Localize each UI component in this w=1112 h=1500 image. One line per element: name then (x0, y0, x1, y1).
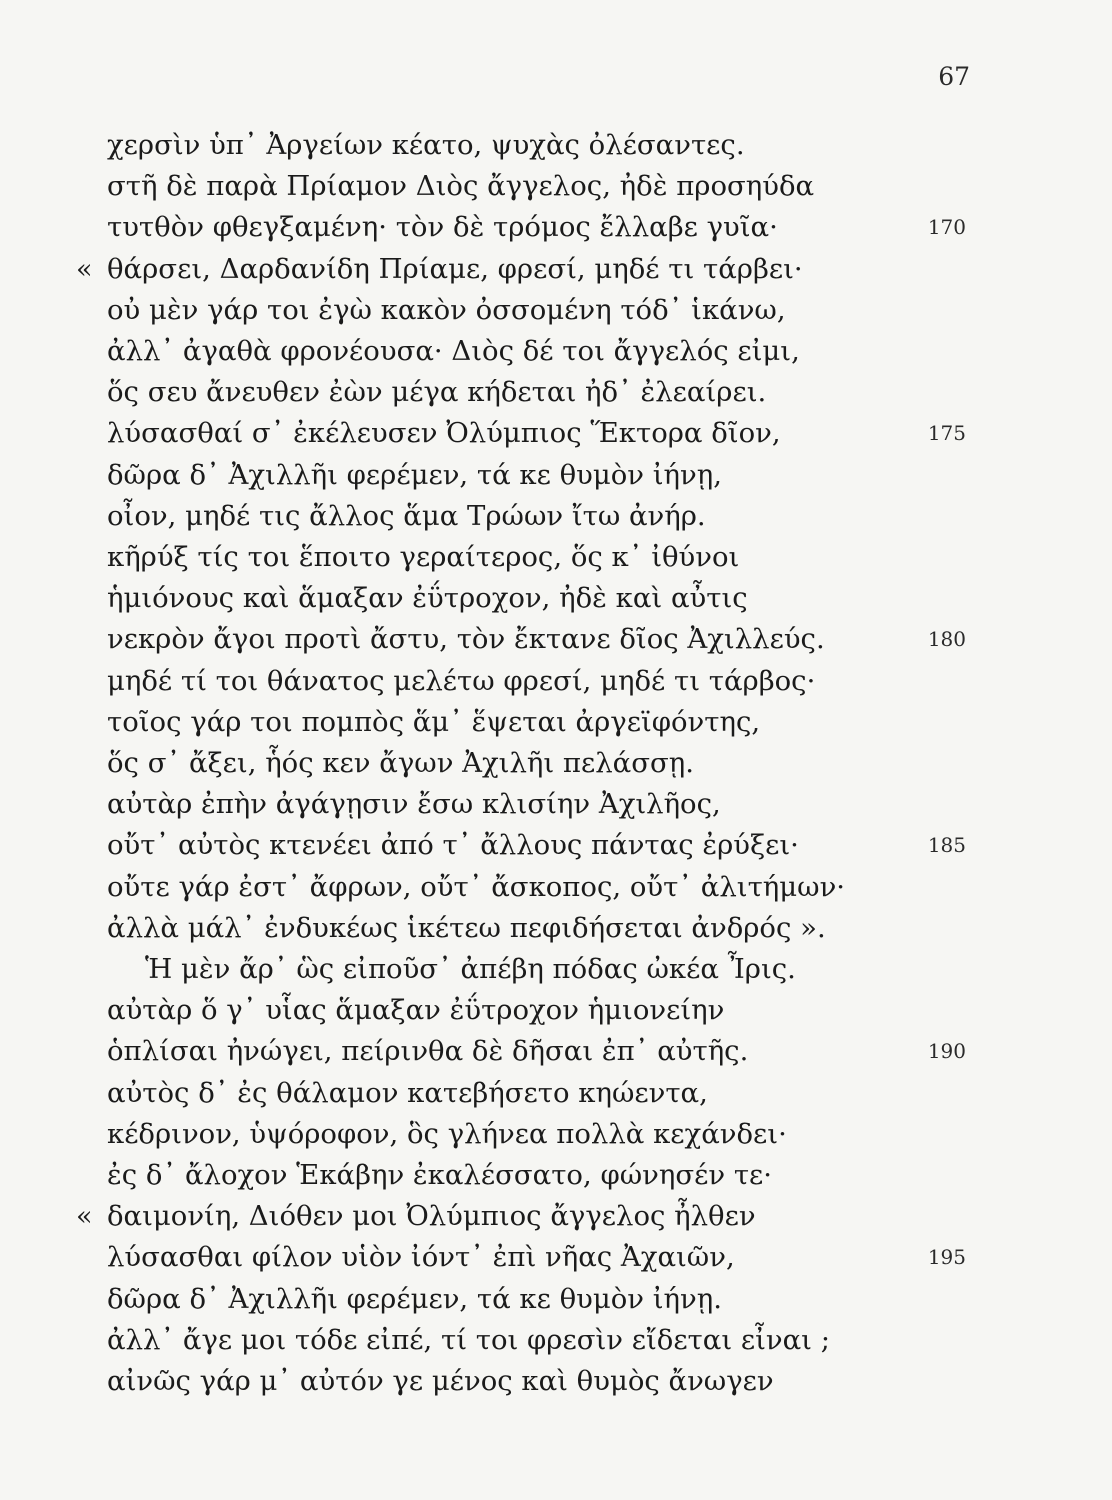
verse-text: ἀλλ᾽ ἄγε μοι τόδε εἰπέ, τί τοι φρεσὶν εἴδεται εἶναι ; (107, 1324, 830, 1356)
line-number: 170 (927, 215, 966, 239)
verse-line (0, 867, 1112, 908)
verse-line (0, 1237, 1112, 1278)
verse-text: ὁπλίσαι ἠνώγει, πείρινθα δὲ δῆσαι ἐπ᾽ αὐτῆς. (107, 1035, 749, 1067)
verse-line (0, 619, 1112, 660)
line-number: 185 (927, 833, 966, 857)
verse-line (0, 331, 1112, 372)
verse-text: ἐς δ᾽ ἄλοχον Ἑκάβην ἐκαλέσσατο, φώνησέν τε· (107, 1159, 773, 1191)
verse-text: οὔτ᾽ αὐτὸς κτενέει ἀπό τ᾽ ἄλλους πάντας ἐρύξει· (107, 829, 799, 861)
verse-line (0, 207, 1112, 248)
line-number: 190 (927, 1039, 966, 1063)
verse-line (0, 455, 1112, 496)
verse-line (0, 784, 1112, 825)
opening-quote-mark: « (76, 1201, 92, 1232)
verse-text: στῆ δὲ παρὰ Πρίαμον Διὸς ἄγγελος, ἠδὲ προσηύδα (107, 170, 815, 202)
verse-text: χερσὶν ὑπ᾽ Ἀργείων κέατο, ψυχὰς ὀλέσαντες. (107, 129, 745, 161)
verse-line (0, 949, 1112, 990)
verse-text: ὅς σ᾽ ἄξει, ἧός κεν ἄγων Ἀχιλῆι πελάσσῃ. (107, 747, 694, 779)
verse-line (0, 1073, 1112, 1114)
verse-line (0, 702, 1112, 743)
verse-line (0, 1320, 1112, 1361)
verse-line (0, 290, 1112, 331)
verse-line (0, 1114, 1112, 1155)
verse-text: οὔτε γάρ ἐστ᾽ ἄφρων, οὔτ᾽ ἄσκοπος, οὔτ᾽ ἀλιτήμων· (107, 871, 846, 903)
verse-text: λύσασθαί σ᾽ ἐκέλευσεν Ὀλύμπιος Ἕκτορα δῖον, (107, 417, 781, 449)
verse-line (0, 125, 1112, 166)
verse-text: τυτθὸν φθεγξαμένη· τὸν δὲ τρόμος ἔλλαβε γυῖα· (107, 211, 778, 243)
verse-text: ἡμιόνους καὶ ἅμαξαν ἐΰτροχον, ἠδὲ καὶ αὖτις (107, 582, 748, 614)
page-number: 67 (938, 62, 970, 91)
verse-text: δῶρα δ᾽ Ἀχιλλῆι φερέμεν, τά κε θυμὸν ἰήνῃ, (107, 459, 722, 491)
verse-text: Ἡ μὲν ἄρ᾽ ὣς εἰποῦσ᾽ ἀπέβη πόδας ὠκέα Ἶρις. (145, 953, 796, 985)
verse-line (0, 578, 1112, 619)
verse-text: οὐ μὲν γάρ τοι ἐγὼ κακὸν ὀσσομένη τόδ᾽ ἱκάνω, (107, 294, 786, 326)
verse-text: κῆρύξ τίς τοι ἕποιτο γεραίτερος, ὅς κ᾽ ἰθύνοι (107, 541, 740, 573)
verse-line (0, 372, 1112, 413)
verse-line (0, 496, 1112, 537)
verse-text: αὐτὸς δ᾽ ἐς θάλαμον κατεβήσετο κηώεντα, (107, 1077, 708, 1109)
verse-line (0, 413, 1112, 454)
verse-line (0, 908, 1112, 949)
verse-text: ἀλλ᾽ ἀγαθὰ φρονέουσα· Διὸς δέ τοι ἄγγελός εἰμι, (107, 335, 800, 367)
verse-text: αἰνῶς γάρ μ᾽ αὐτόν γε μένος καὶ θυμὸς ἄνωγεν (107, 1365, 774, 1397)
verse-line (0, 1196, 1112, 1237)
verse-text: αὐτὰρ ὅ γ᾽ υἷας ἅμαξαν ἐΰτροχον ἡμιονείην (107, 994, 725, 1026)
opening-quote-mark: « (76, 254, 92, 285)
verse-line (0, 661, 1112, 702)
verse-line (0, 166, 1112, 207)
line-number: 180 (927, 627, 966, 651)
verse-text: αὐτὰρ ἐπὴν ἀγάγῃσιν ἔσω κλισίην Ἀχιλῆος, (107, 788, 721, 820)
verse-text: οἶον, μηδέ τις ἄλλος ἅμα Τρώων ἴτω ἀνήρ. (107, 500, 706, 532)
verse-text: δαιμονίη, Διόθεν μοι Ὀλύμπιος ἄγγελος ἦλθεν (107, 1200, 756, 1232)
verse-line (0, 1361, 1112, 1402)
verse-text: θάρσει, Δαρδανίδη Πρίαμε, φρεσί, μηδέ τι τάρβει· (107, 253, 803, 285)
verse-text: μηδέ τί τοι θάνατος μελέτω φρεσί, μηδέ τι τάρβος· (107, 665, 816, 697)
verse-text: ὅς σευ ἄνευθεν ἐὼν μέγα κήδεται ἠδ᾽ ἐλεαίρει. (107, 376, 767, 408)
verse-text: δῶρα δ᾽ Ἀχιλλῆι φερέμεν, τά κε θυμὸν ἰήνῃ. (107, 1283, 722, 1315)
verse-line (0, 743, 1112, 784)
verse-text: λύσασθαι φίλον υἱὸν ἰόντ᾽ ἐπὶ νῆας Ἀχαιῶν, (107, 1241, 735, 1273)
verse-line (0, 825, 1112, 866)
line-number: 195 (927, 1245, 966, 1269)
verse-line (0, 990, 1112, 1031)
verse-line (0, 249, 1112, 290)
verse-line (0, 1279, 1112, 1320)
verse-text: νεκρὸν ἄγοι προτὶ ἄστυ, τὸν ἔκτανε δῖος Ἀχιλλεύς. (107, 623, 825, 655)
verse-text: τοῖος γάρ τοι πομπὸς ἅμ᾽ ἕψεται ἀργεϊφόντης, (107, 706, 761, 738)
verse-line (0, 1031, 1112, 1072)
verse-line (0, 1155, 1112, 1196)
verse-text: κέδρινον, ὑψόροφον, ὃς γλήνεα πολλὰ κεχάνδει· (107, 1118, 787, 1150)
verse-text: ἀλλὰ μάλ᾽ ἐνδυκέως ἱκέτεω πεφιδήσεται ἀνδρός ». (107, 912, 826, 944)
line-number: 175 (927, 421, 966, 445)
verse-line (0, 537, 1112, 578)
